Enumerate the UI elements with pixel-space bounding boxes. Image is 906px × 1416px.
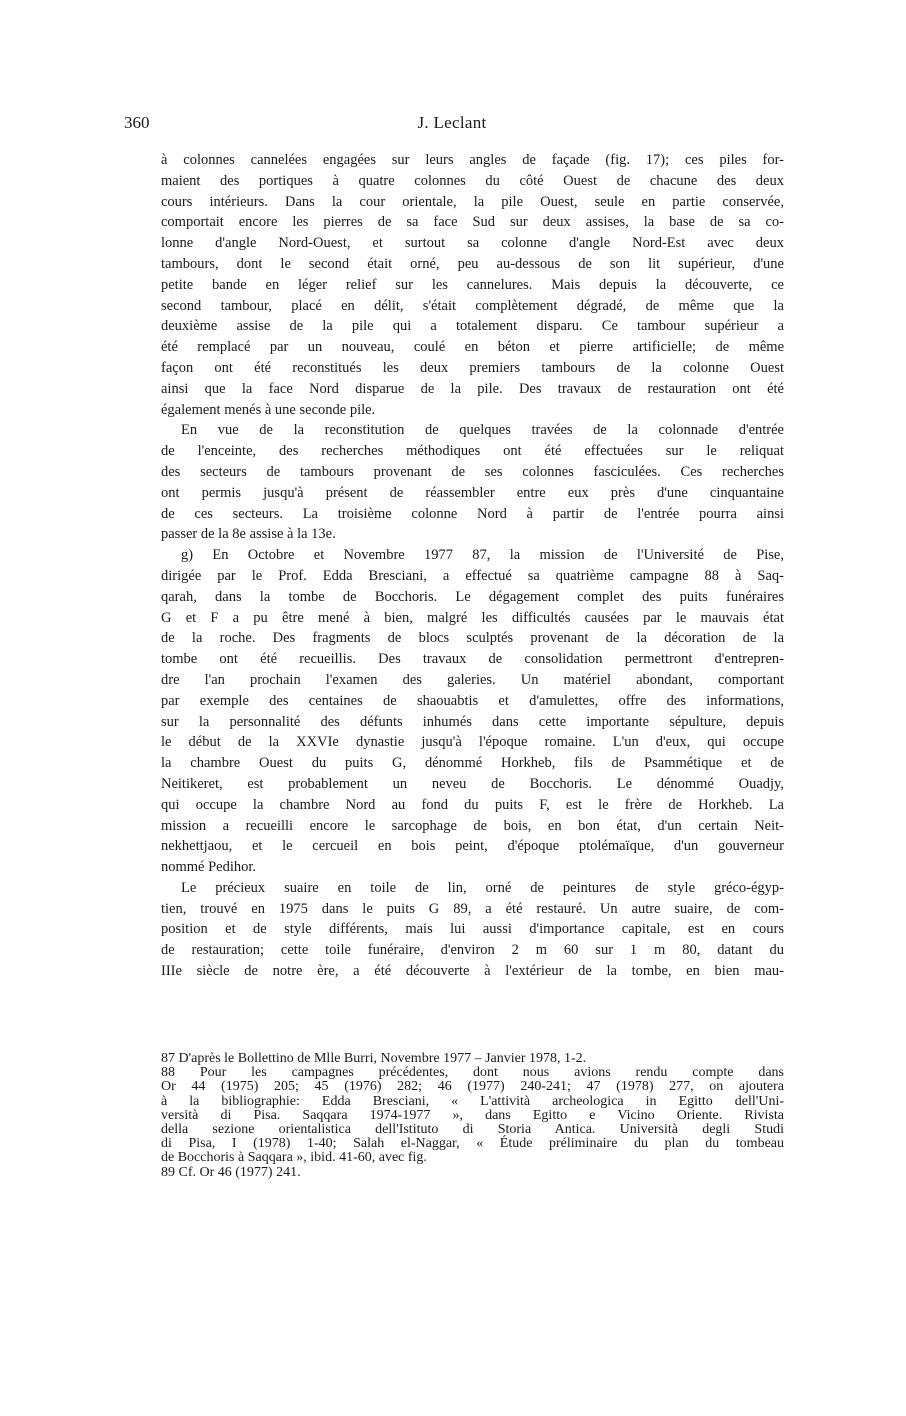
footnote-line: à la bibliographie: Edda Bresciani, « L'attività archeologica in Egitto dell'Uni- <box>161 1093 784 1109</box>
text-line: ainsi que la face Nord disparue de la pile. Des travaux de restauration ont été <box>161 380 784 397</box>
text-line: Le précieux suaire en toile de lin, orné de peintures de style gréco-égyp- <box>181 879 784 896</box>
text-line: tambours, dont le second était orné, peu au-dessous de son lit supérieur, d'une <box>161 255 784 272</box>
text-line: tien, trouvé en 1975 dans le puits G 89, a été restauré. Un autre suaire, de com- <box>161 900 784 917</box>
page-number: 360 <box>124 113 150 132</box>
footnote-line: 88 Pour les campagnes précédentes, dont nous avions rendu compte dans <box>161 1065 784 1081</box>
text-line: second tambour, placé en délit, s'était complètement dégradé, de même que la <box>161 297 784 314</box>
text-line: nommé Pedihor. <box>161 859 257 876</box>
text-line: qui occupe la chambre Nord au fond du puits F, est le frère de Horkheb. La <box>161 796 784 813</box>
text-line: tombe ont été recueillis. Des travaux de consolidation permettront d'entrepren- <box>161 651 784 668</box>
text-line: de restauration; cette toile funéraire, d'environ 2 m 60 sur 1 m 80, datant du <box>161 942 784 959</box>
text-line: mission a recueilli encore le sarcophage de bois, en bon état, d'un certain Neit- <box>161 817 784 834</box>
text-line: des secteurs de tambours provenant de ses colonnes fasciculées. Ces recherches <box>161 463 784 480</box>
text-line: ont permis jusqu'à présent de réassembler entre eux près d'une cinquantaine <box>161 484 784 501</box>
text-line: également menés à une seconde pile. <box>161 401 376 418</box>
text-line: façon ont été reconstitués les deux premiers tambours de la colonne Ouest <box>161 359 784 376</box>
text-line: le début de la XXVIe dynastie jusqu'à l'époque romaine. L'un d'eux, qui occupe <box>161 734 784 751</box>
text-line: passer de la 8e assise à la 13e. <box>161 526 336 543</box>
text-line: lonne d'angle Nord-Ouest, et surtout sa colonne d'angle Nord-Est avec deux <box>161 235 784 252</box>
footnote-line: Or 44 (1975) 205; 45 (1976) 282; 46 (1977) 240-241; 47 (1978) 277, on ajoutera <box>161 1079 784 1095</box>
running-head: J. Leclant <box>417 113 487 132</box>
text-line: été remplacé par un nouveau, coulé en béton et pierre artificielle; de même <box>161 339 784 356</box>
text-line: comportait encore les pierres de sa face Sud sur deux assises, la base de sa co- <box>161 214 784 231</box>
body-text <box>161 150 784 982</box>
text-line: En vue de la reconstitution de quelques travées de la colonnade d'entrée <box>181 422 784 439</box>
page-header <box>120 113 784 137</box>
text-line: de l'enceinte, des recherches méthodiques ont été effectuées sur le reliquat <box>161 443 784 460</box>
text-line: de ces secteurs. La troisième colonne Nord à partir de l'entrée pourra ainsi <box>161 505 784 522</box>
text-line: de la roche. Des fragments de blocs sculptés provenant de la décoration de la <box>161 630 784 647</box>
text-line: par exemple des centaines de shaouabtis et d'amulettes, offre des informations, <box>161 692 784 709</box>
footnote-line: de Bocchoris à Saqqara », ibid. 41-60, avec fig. <box>161 1150 427 1166</box>
text-line: petite bande en léger relief sur les cannelures. Mais depuis la découverte, ce <box>161 276 784 293</box>
text-line: G et F a pu être mené à bien, malgré les difficultés causées par le mauvais état <box>161 609 784 626</box>
text-line: la chambre Ouest du puits G, dénommé Horkheb, fils de Psammétique et de <box>161 755 784 772</box>
text-line: g) En Octobre et Novembre 1977 87, la mission de l'Université de Pise, <box>181 547 784 564</box>
text-line: dirigée par le Prof. Edda Bresciani, a effectué sa quatrième campagne 88 à Saq- <box>161 567 784 584</box>
text-line: dre l'an prochain l'examen des galeries. Un matériel abondant, comportant <box>161 671 784 688</box>
text-line: IIIe siècle de notre ère, a été découverte à l'extérieur de la tombe, en bien mau- <box>161 963 784 980</box>
text-line: maient des portiques à quatre colonnes du côté Ouest de chacune des deux <box>161 172 784 189</box>
text-line: deuxième assise de la pile qui a totalement disparu. Ce tambour supérieur a <box>161 318 784 335</box>
text-line: nekhettjaou, et le cercueil en bois peint, d'époque ptolémaïque, d'un gouverneur <box>161 838 784 855</box>
footnote-line: 87 D'après le Bollettino de Mlle Burri, Novembre 1977 – Janvier 1978, 1-2. <box>161 1051 587 1066</box>
text-line: cours intérieurs. Dans la cour orientale, la pile Ouest, seule en partie conservée, <box>161 193 784 210</box>
footnotes <box>161 1052 784 1180</box>
footnote-line: 89 Cf. Or 46 (1977) 241. <box>161 1164 301 1180</box>
footnote-line: della sezione orientalistica dell'Istituto di Storia Antica. Università degli Studi <box>161 1121 784 1137</box>
text-line: qarah, dans la tombe de Bocchoris. Le dégagement complet des puits funéraires <box>161 588 784 605</box>
footnote-line: versità di Pisa. Saqqara 1974-1977 », dans Egitto e Vicino Oriente. Rivista <box>161 1107 784 1123</box>
text-line: Neitikeret, est probablement un neveu de Bocchoris. Le dénommé Ouadjy, <box>161 775 784 792</box>
text-line: à colonnes cannelées engagées sur leurs angles de façade (fig. 17); ces piles for- <box>161 152 784 168</box>
footnote-line: di Pisa, I (1978) 1-40; Salah el-Naggar, « Étude préliminaire du plan du tombeau <box>161 1136 784 1152</box>
text-line: position et de style différents, mais lui aussi d'importance capitale, est en cours <box>161 921 784 938</box>
text-line: sur la personnalité des défunts inhumés dans cette importante sépulture, depuis <box>161 713 784 730</box>
